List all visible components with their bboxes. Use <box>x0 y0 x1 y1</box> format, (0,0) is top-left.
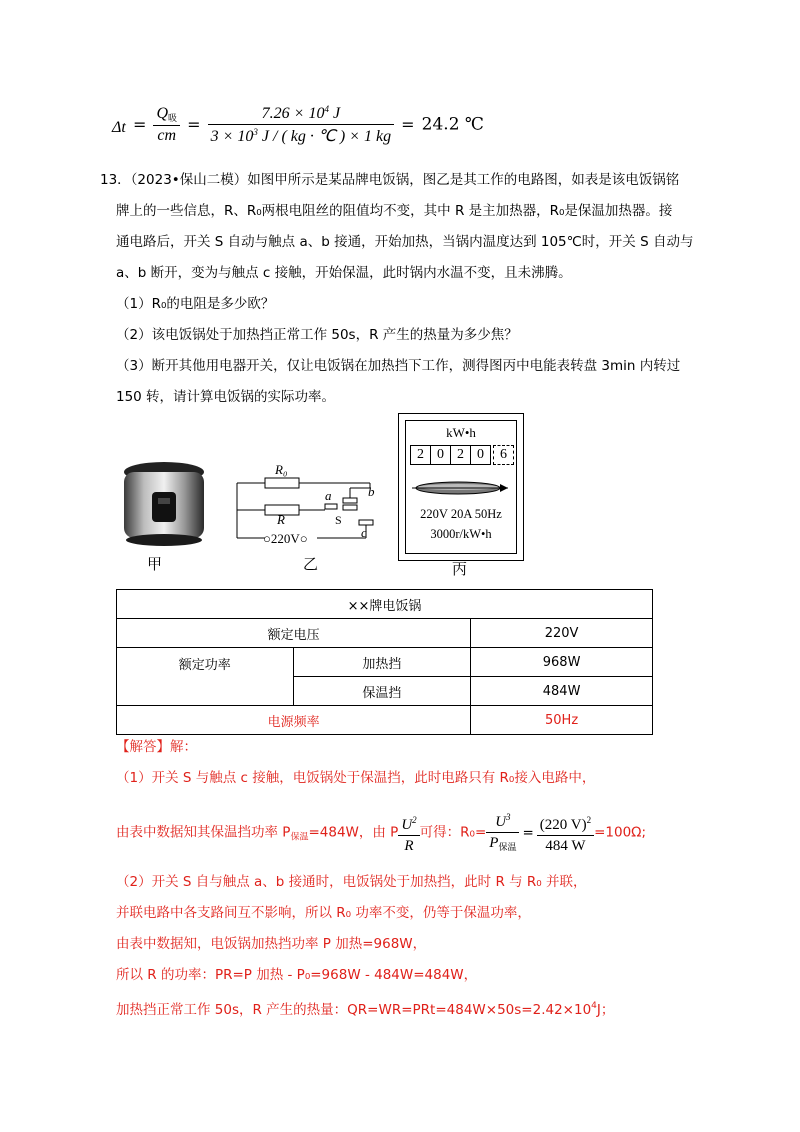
a1-frac3-den: 484 W <box>545 837 586 854</box>
label-a: a <box>325 488 332 503</box>
table-row <box>117 648 653 677</box>
cell-heating-value: 968W <box>471 648 653 677</box>
label-s: S <box>335 513 342 527</box>
a2-line5-pre: 加热挡正常工作 50s，R 产生的热量：QR=WR=PRt=484W×50s=2.42×10 <box>116 1002 592 1018</box>
a1-text-after: 可得：R₀= <box>419 824 487 841</box>
question-line-2: 牌上的一些信息，R、R₀两根电阻丝的阻值均不变，其中 R 是主加热器，R₀是保温加热器。接 <box>116 203 673 219</box>
frac2-num: 7.26 × 10 <box>261 105 325 122</box>
table-title: ××牌电饭锅 <box>117 590 653 619</box>
table-row <box>117 590 653 619</box>
frac2-num-unit: J <box>328 105 341 122</box>
cell-freq-label: 电源频率 <box>117 706 471 735</box>
answer-2-line-1: （2）开关 S 自与触点 a、b 接通时，电饭锅处于加热挡，此时 R 与 R₀ 并联， <box>116 874 587 890</box>
formula-lhs: Δt <box>112 118 126 136</box>
a1-fraction-u2-r <box>398 811 419 855</box>
label-voltage: ○220V○ <box>263 531 308 546</box>
a1-fraction-u3-p <box>486 808 519 857</box>
fraction-q-over-cm <box>153 105 180 145</box>
table-row <box>117 619 653 648</box>
frac2-den-exp: 3 <box>253 127 258 137</box>
energy-meter <box>398 413 524 561</box>
answer-2-line-4: 所以 R 的功率：PR=P 加热 - P₀=968W - 484W=484W， <box>116 967 478 983</box>
a1-text-pre: 由表中数据知其保温挡功率 P <box>116 824 291 841</box>
figure-label-bing: 丙 <box>452 560 468 578</box>
frac1-num: Q <box>156 105 168 122</box>
answer-2-line-5 <box>116 996 614 1020</box>
circuit-diagram <box>225 458 385 553</box>
a1-frac3-num: (220 V) <box>539 816 587 833</box>
meter-digits <box>410 445 514 465</box>
answer-2-line-2: 并联电路中各支路间互不影响，所以 R₀ 功率不变，仍等于保温功率， <box>116 905 531 921</box>
a1-text-mid: =484W，由 P <box>308 824 399 841</box>
frac2-den: 3 × 10 <box>210 128 254 145</box>
label-b: b <box>368 484 375 499</box>
a2-line5-post: J； <box>596 1002 615 1018</box>
meter-digit-decimal: 6 <box>493 445 514 465</box>
meter-constant: 3000r/kW•h <box>430 527 492 541</box>
question-line-3: 通电路后，开关 S 自动与触点 a、b 接通，开始加热，当锅内温度达到 105℃时，开关 S 自动与 <box>116 234 694 250</box>
a1-frac2-exp: 3 <box>506 812 511 822</box>
formula-result: 24.2 ℃ <box>421 114 484 135</box>
fraction-values <box>208 104 394 146</box>
a1-frac2-den: P <box>489 835 499 851</box>
a1-result: =100Ω; <box>594 824 647 841</box>
cell-warm-value: 484W <box>471 677 653 706</box>
cell-rated-power-label: 额定功率 <box>117 648 294 706</box>
answer-tag: 【解答】解： <box>116 739 197 755</box>
table-row <box>117 706 653 735</box>
label-c: c <box>361 525 367 540</box>
cell-freq-value: 50Hz <box>471 706 653 735</box>
question-line-1: 13．（2023•保山二模）如图甲所示是某品牌电饭锅，图乙是其工作的电路图，如表是该电饭锅铭 <box>100 172 680 188</box>
meter-rating: 220V 20A 50Hz <box>420 507 502 521</box>
a1-sub-baowen: 保温 <box>290 832 309 843</box>
meter-digit: 0 <box>471 445 491 465</box>
a1-frac-den: R <box>404 837 414 854</box>
label-r: R <box>277 512 285 527</box>
figure-label-jia: 甲 <box>147 555 163 573</box>
a1-frac-num: U <box>401 816 413 833</box>
delta-t-formula: Δt = $\frac{Q_吸}{cm}$ = $\frac{7.26 \times 10^4 J}{3 \times 10^3 J / ( kg \cdot ℃ ) \times 1 kg}$ = 24.2 ℃ <box>112 104 484 145</box>
a1-frac2-num: U <box>495 814 507 830</box>
frac2-num-exp: 4 <box>324 104 329 114</box>
cell-warm-label: 保温挡 <box>293 677 471 706</box>
answer-2-line-3: 由表中数据知，电饭锅加热挡功率 P 加热=968W， <box>116 936 427 952</box>
meter-digit: 2 <box>451 445 471 465</box>
answer-1-line-2: 由表中数据知其保温挡功率 $P_{保温}=484W$，由 P $\frac{U^2}{R}$ 可得：R₀= $\frac{U^3}{P_{保温}}$ = $\frac{(220 V)^2}{484 W}$ =100Ω; <box>116 808 646 854</box>
frac2-den-rest: J / ( kg · ℃ ) × 1 kg <box>257 128 392 145</box>
sub-question-2: （2）该电饭锅处于加热挡正常工作 50s，R 产生的热量为多少焦？ <box>116 327 518 343</box>
a2-line5-exp: 4 <box>591 1001 597 1011</box>
rice-cooker-image <box>118 458 210 550</box>
sub-question-3-line-1: （3）断开其他用电器开关，仅让电饭锅在加热挡下工作，测得图丙中电能表转盘 3min 内转过 <box>116 358 681 374</box>
meter-digit: 0 <box>431 445 451 465</box>
answer-1-line-1: （1）开关 S 与触点 c 接触，电饭锅处于保温挡，此时电路只有 R₀接入电路中， <box>116 770 596 786</box>
frac1-den: cm <box>157 127 177 144</box>
sub-question-1: （1）R₀的电阻是多少欧？ <box>116 296 275 312</box>
meter-disc-icon <box>410 475 512 501</box>
a1-fraction-values <box>537 811 594 855</box>
a1-frac2-den-sub: 保温 <box>498 843 517 853</box>
label-r0: R₀ <box>275 462 288 477</box>
meter-unit: kW•h <box>446 425 476 440</box>
meter-digit: 2 <box>410 445 431 465</box>
question-line-4: a、b 断开，变为与触点 c 接触，开始保温，此时锅内水温不变，且未沸腾。 <box>116 265 572 281</box>
cell-heating-label: 加热挡 <box>293 648 471 677</box>
frac1-num-sub: 吸 <box>168 113 178 123</box>
sub-question-3-line-2: 150 转，请计算电饭锅的实际功率。 <box>116 389 336 405</box>
a1-frac3-exp: 2 <box>586 814 592 825</box>
spec-table <box>116 589 653 735</box>
cell-rated-voltage-value: 220V <box>471 619 653 648</box>
cell-rated-voltage-label: 额定电压 <box>117 619 471 648</box>
figure-label-yi: 乙 <box>303 555 319 573</box>
a1-frac-exp: 2 <box>412 814 417 825</box>
